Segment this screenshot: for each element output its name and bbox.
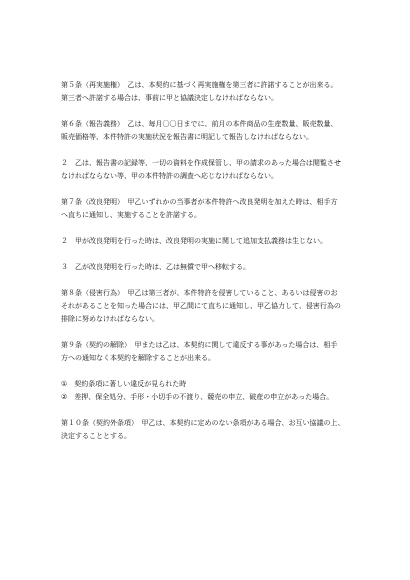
- paragraph-gap: [61, 248, 357, 261]
- article-10-line-1: 第１０条（契約外条項） 甲乙は、本契約に定めのない条項がある場合、お互い協議の上、: [61, 419, 345, 427]
- article-5-line-1: 第５条（再実施権） 乙は、本契約に基づく再実施権を第三者に許諾することが出来る。: [61, 81, 338, 89]
- article-5-line-2: 第三者へ許諾する場合は、事前に甲と協議決定しなければならない。: [61, 94, 278, 102]
- article-6-clause-2-line-1: ２ 乙は、報告書の記録等、一切の資料を作成保管し、甲の請求のあった場合は閲覧させ: [61, 159, 341, 167]
- article-6-clause-2: [61, 157, 357, 183]
- article-9-conditions-list: [61, 378, 357, 404]
- article-7-clause-3: [61, 261, 357, 274]
- article-9: [61, 339, 357, 365]
- article-6-clause-2-line-2: なければならない等、甲の本件特許の調査へ応じなければならない。: [61, 172, 278, 180]
- list-item: ① 契約条項に著しい違反が見られた時: [61, 380, 187, 388]
- article-6-line-2: 販売価格等、本件特許の実施状況を報告書に明記して報告しなければならない。: [61, 133, 313, 141]
- article-7-clause-2-line-1: ２ 甲が改良発明を行った時は、改良発明の実施に関して追加支払義務は生じない。: [61, 237, 327, 245]
- article-7-line-2: へ直ちに通知し、実施することを許諾する。: [61, 211, 201, 219]
- article-8-line-1: 第８条（侵害行為） 甲乙は第三者が、本件特許を侵害していること、あるいは侵害のお: [61, 289, 338, 297]
- list-item: ② 差押、保全処分、手形・小切手の不渡り、競売の申立、破産の申立があった場合。: [61, 393, 334, 401]
- article-7: [61, 196, 357, 222]
- paragraph-gap: [61, 404, 357, 417]
- paragraph-gap: [61, 274, 357, 287]
- article-7-clause-2: [61, 235, 357, 248]
- article-8: [61, 287, 357, 326]
- article-5: [61, 79, 357, 105]
- article-10: [61, 417, 357, 443]
- article-8-line-3: 排除に努めなければならない。: [61, 315, 159, 323]
- paragraph-gap: [61, 144, 357, 157]
- paragraph-gap: [61, 326, 357, 339]
- paragraph-gap: [61, 222, 357, 235]
- paragraph-gap: [61, 365, 357, 378]
- paragraph-gap: [61, 183, 357, 196]
- article-7-clause-3-line-1: ３ 乙が改良発明を行った時は、乙は無償で甲へ移転する。: [61, 263, 250, 271]
- article-8-line-2: それがあることを知った場合には、甲乙間にて直ちに通知し、甲乙協力して、侵害行為の: [61, 302, 341, 310]
- paragraph-gap: [61, 105, 357, 118]
- article-6: [61, 118, 357, 144]
- article-10-line-2: 決定することとする。: [61, 432, 131, 440]
- article-9-line-1: 第９条（契約の解除） 甲または乙は、本契約に関して違反する事があった場合は、相手: [61, 341, 338, 349]
- article-9-line-2: 方への通知なく本契約を解除することが出来る。: [61, 354, 215, 362]
- article-7-line-1: 第７条（改良発明） 甲乙いずれかの当事者が本件特許へ改良発明を加えた時は、相手方: [61, 198, 338, 206]
- article-6-line-1: 第６条（報告義務） 乙は、毎月〇〇日までに、前月の本件商品の生産数量、販売数量、: [61, 120, 338, 128]
- document-body: [61, 79, 357, 443]
